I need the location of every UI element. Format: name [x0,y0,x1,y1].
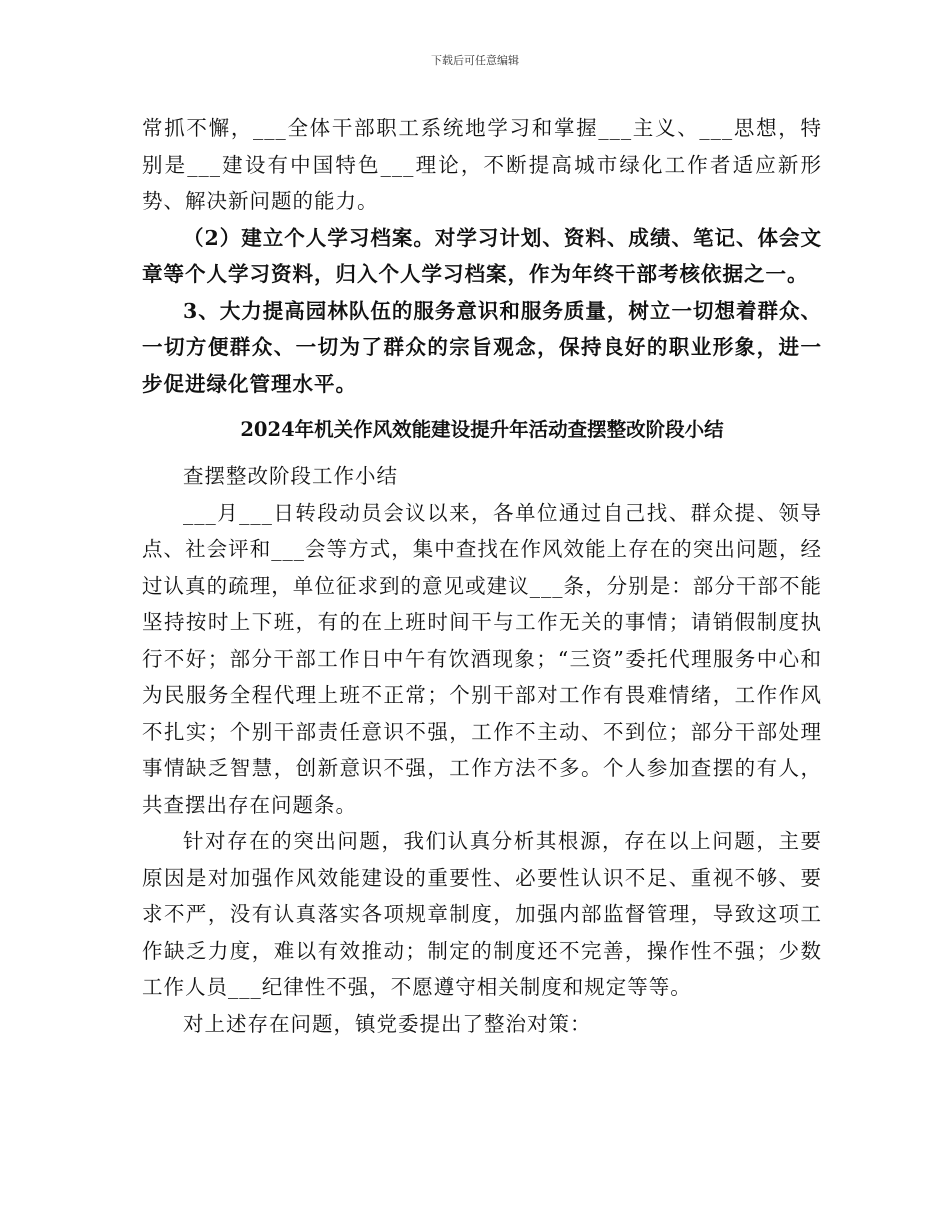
document-body [142,110,822,1042]
paragraph-learning-archive: （2）建立个人学习档案。对学习计划、资料、成绩、笔记、体会文章等个人学习资料，归入个人学习档案，作为年终干部考核依据之一。 [142,225,822,286]
section-subtitle: 查摆整改阶段工作小结 [183,464,398,488]
paragraph-countermeasures: 对上述存在问题，镇党委提出了整治对策： [183,1011,592,1036]
paragraph-continuation: 常抓不懈，___全体干部职工系统地学习和掌握___主义、___思想，特别是___建设有中国特色___理论，不断提高城市绿化工作者适应新形势、解决新问题的能力。 [142,116,822,213]
paragraph-service-quality: 3、大力提高园林队伍的服务意识和服务质量，树立一切想着群众、一切方便群众、一切为了群众的宗旨观念，保持良好的职业形象，进一步促进绿化管理水平。 [142,298,822,396]
paragraph-root-causes: 针对存在的突出问题，我们认真分析其根源，存在以上问题，主要原因是对加强作风效能建设的重要性、必要性认识不足、重视不够、要求不严，没有认真落实各项规章制度，加强内部监督管理，导致这项工作缺乏力度，难以有效推动；制定的制度还不完善，操作性不强；少数工作人员___纪律性不强，不愿遵守相关制度和规定等等。 [142,829,822,999]
paragraph-problems-found: ___月___日转段动员会议以来，各单位通过自己找、群众提、领导点、社会评和___会等方式，集中查找在作风效能上存在的突出问题，经过认真的疏理，单位征求到的意见或建议___条，分别是：部分干部不能坚持按时上下班，有的在上班时间干与工作无关的事情；请销假制度执行不好；部分干部工作日中午有饮酒现象；“三资”委托代理服务中心和为民服务全程代理上班不正常；个别干部对工作有畏难情绪，工作作风不扎实；个别干部责任意识不强，工作不主动、不到位；部分干部处理事情缺乏智慧，创新意识不强，工作方法不多。个人参加查摆的有人，共查摆出存在问题条。 [142,500,822,817]
page-header: 下载后可任意编辑 [431,54,519,67]
section-title: 2024年机关作风效能建设提升年活动查摆整改阶段小结 [240,418,724,441]
